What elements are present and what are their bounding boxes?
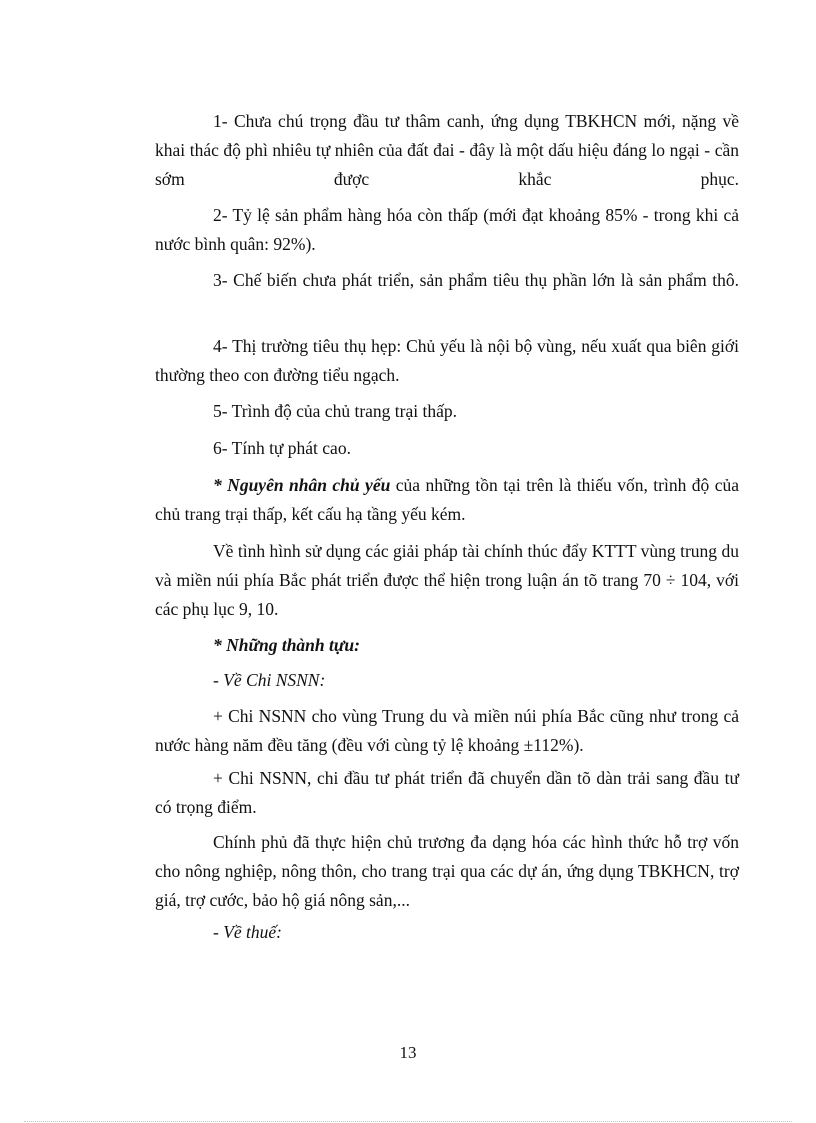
paragraph-issue-2 [155, 201, 739, 259]
paragraph-text: 2- Tỷ lệ sản phẩm hàng hóa còn thấp (mới đạt khoảng 85% - trong khi cả nước bình quân: 92%). [155, 205, 739, 254]
paragraph-text: + Chi NSNN cho vùng Trung du và miền núi phía Bắc cũng như trong cả nước hàng năm đều tăng (đều với cùng tỷ lệ khoảng ±112%). [155, 706, 739, 755]
paragraph-government-support [155, 828, 739, 915]
paragraph-text: 4- Thị trường tiêu thụ hẹp: Chủ yếu là nội bộ vùng, nếu xuất qua biên giới thường theo con đường tiểu ngạch. [155, 336, 739, 385]
paragraph-text: của những tồn tại trên là thiếu vốn, trình độ của chủ trang trại thấp, kết cấu hạ tầng yếu kém. [155, 475, 739, 524]
subheading-text: - Về Chi NSNN: [213, 670, 326, 690]
subheading-tax [155, 918, 739, 947]
paragraph-text: Về tình hình sử dụng các giải pháp tài chính thúc đẩy KTTT vùng trung du và miền núi phía Bắc phát triển được thể hiện trong luận án tõ trang 70 ÷ 104, với các phụ lục 9, 10. [155, 541, 739, 619]
paragraph-issue-1 [155, 107, 739, 194]
paragraph-text: 3- Chế biến chưa phát triển, sản phẩm tiêu thụ phần lớn là sản phẩm thô. [213, 270, 739, 290]
page-bottom-divider [24, 1121, 792, 1122]
paragraph-text: 1- Chưa chú trọng đầu tư thâm canh, ứng dụng TBKHCN mới, nặng về khai thác độ phì nhiêu tự nhiên của đất đai - đây là một dấu hiệu đáng lo ngại - cần sớm được khắc phục. [155, 111, 739, 189]
heading-text: * Những thành tựu: [213, 635, 360, 655]
page-number: 13 [399, 1043, 417, 1062]
paragraph-lead: * Nguyên nhân chủ yếu [213, 475, 391, 495]
paragraph-text: + Chi NSNN, chi đầu tư phát triển đã chuyển dần tõ dàn trải sang đầu tư có trọng điểm. [155, 768, 739, 817]
paragraph-issue-5 [155, 397, 739, 426]
paragraph-financial-solutions [155, 537, 739, 624]
paragraph-budget-increase [155, 702, 739, 760]
paragraph-issue-3 [155, 266, 739, 295]
paragraph-investment-shift [155, 764, 739, 822]
paragraph-text: 6- Tính tự phát cao. [213, 438, 351, 458]
subheading-state-budget [155, 666, 739, 695]
paragraph-text: Chính phủ đã thực hiện chủ trương đa dạng hóa các hình thức hỗ trợ vốn cho nông nghiệp, nông thôn, cho trang trại qua các dự án, ứng dụng TBKHCN, trợ giá, trợ cước, bảo hộ giá nông sản,... [155, 832, 739, 910]
paragraph-issue-6 [155, 434, 739, 463]
subheading-text: - Về thuế: [213, 922, 282, 942]
paragraph-issue-4 [155, 332, 739, 390]
section-heading-achievements [155, 631, 739, 660]
paragraph-text: 5- Trình độ của chủ trang trại thấp. [213, 401, 457, 421]
paragraph-main-causes [155, 471, 739, 529]
